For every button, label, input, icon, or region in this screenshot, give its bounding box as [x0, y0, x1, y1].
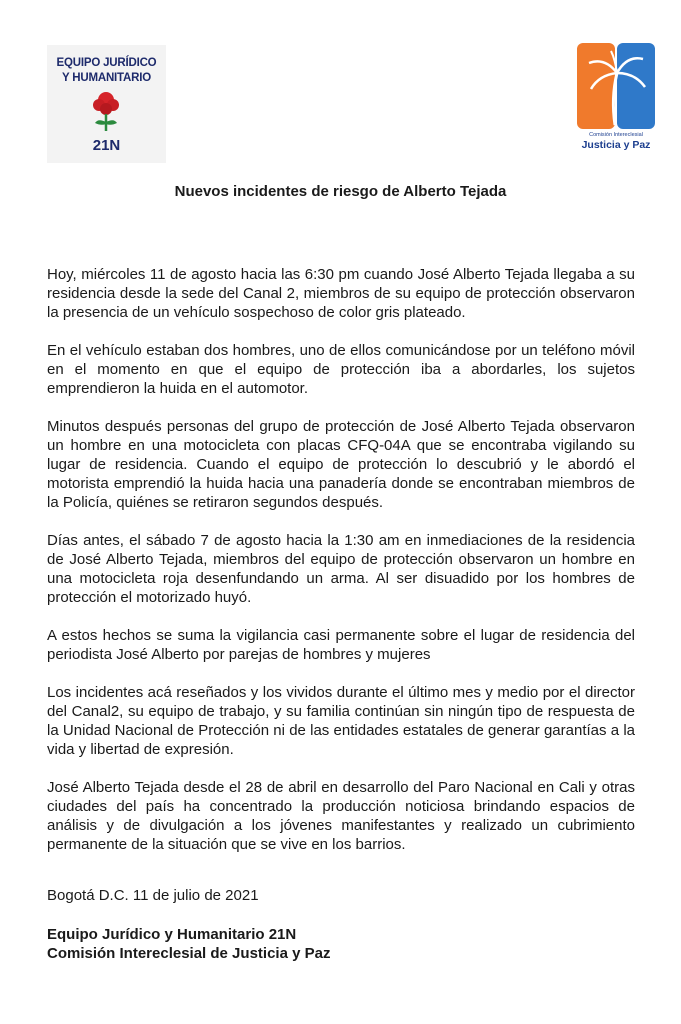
paragraph: En el vehículo estaban dos hombres, uno de ellos comunicándose por un teléfono móvil en el momento en que el equipo de protección iba a abordarles, los sujetos emprendieron la huida en el automotor. — [47, 342, 635, 397]
paragraph: José Alberto Tejada desde el 28 de abril en desarrollo del Paro Nacional en Cali y otras ciudades del país ha concentrado la producción noticiosa brindando espacios de análisis y de divulgación a los jóvenes manifestantes y realizado un cubrimiento permanente de la situación que se vive en los barrios. — [47, 779, 635, 853]
document-date: Bogotá D.C. 11 de julio de 2021 — [47, 887, 259, 904]
logo-right-small-text: Comisión Intereclesial — [589, 132, 643, 138]
paragraph: Minutos después personas del grupo de protección de José Alberto Tejada observaron un hombre en una motocicleta con placas CFQ-04A que se encontraba vigilando su lugar de residencia. Cuando el equipo de protección lo descubrió y le abordó el motorista emprendió la huida hacia una panadería donde se encontraban miembros de la Policía, quiénes se retiraron segundos después. — [47, 418, 635, 511]
logo-left-line2: Y HUMANITARIO — [62, 72, 151, 84]
paragraph: Días antes, el sábado 7 de agosto hacia la 1:30 am en inmediaciones de la residencia de José Alberto Tejada, miembros del equipo de protección observaron un hombre en una motocicleta roja desenfundando un arma. Al ser disuadido por los hombres de protección el motorizado huyó. — [47, 532, 635, 606]
paragraph: A estos hechos se suma la vigilancia casi permanente sobre el lugar de residencia del periodista José Alberto por parejas de hombres y mujeres — [47, 627, 635, 663]
signature-line: Comisión Intereclesial de Justicia y Paz — [47, 945, 331, 962]
paragraph: Hoy, miércoles 11 de agosto hacia las 6:30 pm cuando José Alberto Tejada llegaba a su residencia desde la sede del Canal 2, miembros de su equipo de protección observaron la presencia de un vehículo sospechoso de color gris plateado. — [47, 266, 635, 321]
logo-right-main-text: Justicia y Paz — [581, 139, 651, 151]
logo-left-line1: EQUIPO JURÍDICO — [56, 57, 157, 69]
red-rose-icon — [89, 89, 123, 135]
logo-left-number: 21N — [92, 137, 121, 154]
equipo-juridico-logo — [47, 45, 166, 163]
page-title: Nuevos incidentes de riesgo de Alberto Tejada — [174, 183, 507, 200]
justicia-y-paz-logo — [575, 43, 657, 159]
palm-tree-icon — [575, 43, 657, 131]
body-text — [47, 265, 635, 873]
signature-line: Equipo Jurídico y Humanitario 21N — [47, 926, 297, 943]
paragraph: Los incidentes acá reseñados y los vividos durante el último mes y medio por el director del Canal2, su equipo de trabajo, y su familia continúan sin ningún tipo de respuesta de la Unidad Nacional de Protección ni de las entidades estatales de generar garantías a la vida y libertad de expresión. — [47, 684, 635, 758]
